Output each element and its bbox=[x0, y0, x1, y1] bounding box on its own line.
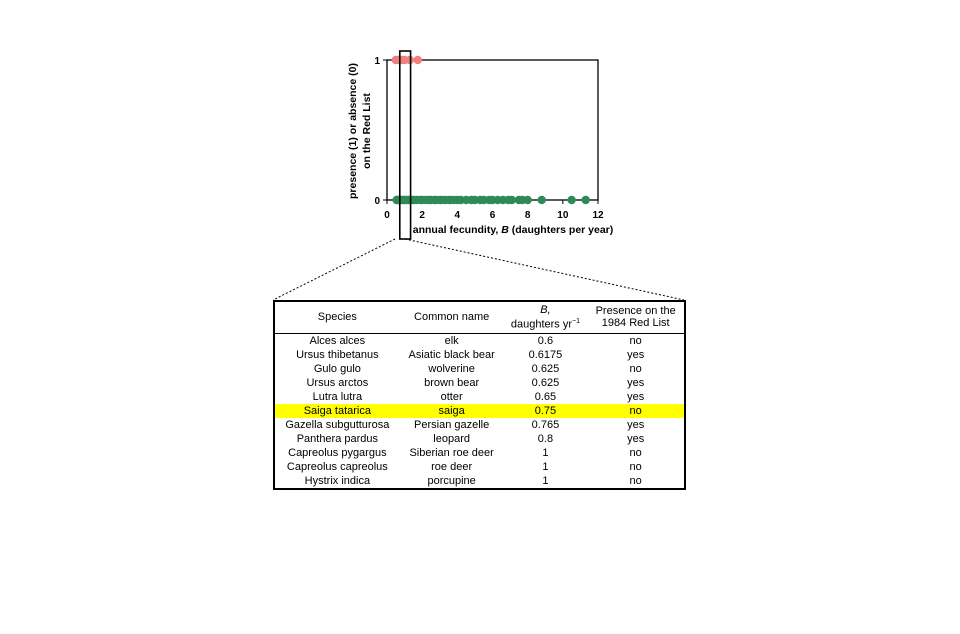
table-row bbox=[275, 460, 684, 474]
cell-common: otter bbox=[440, 390, 463, 403]
header-species: Species bbox=[275, 302, 400, 333]
table-row bbox=[275, 348, 684, 362]
cell-presence: no bbox=[629, 460, 642, 473]
cell-species: Ursus thibetanus bbox=[296, 348, 379, 361]
cell-presence: no bbox=[629, 446, 642, 459]
data-points bbox=[392, 56, 590, 204]
header-common-name: Common name bbox=[400, 302, 504, 333]
cell-b: 1 bbox=[542, 460, 549, 473]
data-point bbox=[581, 196, 589, 204]
y-tick-label: 1 bbox=[374, 56, 380, 67]
table-row bbox=[275, 432, 684, 446]
header-presence: Presence on the 1984 Red List bbox=[587, 302, 684, 333]
plot-area-frame bbox=[387, 60, 598, 200]
cell-b: 1 bbox=[542, 474, 549, 487]
cell-b: 0.625 bbox=[531, 376, 560, 389]
x-tick-label: 4 bbox=[454, 210, 461, 221]
table-row bbox=[275, 362, 684, 376]
cell-species: Lutra lutra bbox=[312, 390, 363, 403]
cell-common: Asiatic black bear bbox=[408, 348, 495, 361]
zoom-line-right bbox=[405, 239, 684, 300]
data-point bbox=[523, 196, 531, 204]
header-fecundity: B, daughters $yr^{-1}$ bbox=[504, 302, 588, 333]
cell-b: 0.6175 bbox=[528, 348, 563, 361]
cell-presence: no bbox=[629, 362, 642, 375]
cell-presence: yes bbox=[627, 418, 645, 431]
cell-common: leopard bbox=[433, 432, 470, 445]
cell-presence: yes bbox=[627, 432, 645, 445]
table-row bbox=[275, 404, 684, 418]
cell-common: wolverine bbox=[428, 362, 475, 375]
x-tick-label: 12 bbox=[592, 210, 604, 221]
cell-species: Gazella subgutturosa bbox=[285, 418, 390, 431]
cell-b: 0.8 bbox=[537, 432, 554, 445]
cell-b: 0.75 bbox=[504, 404, 588, 418]
x-tick-label: 2 bbox=[419, 210, 425, 221]
x-tick-label: 0 bbox=[384, 210, 390, 221]
data-point bbox=[414, 56, 422, 64]
table-row bbox=[275, 446, 684, 460]
cell-b: 0.625 bbox=[531, 362, 560, 375]
cell-common: porcupine bbox=[427, 474, 476, 487]
y-axis-label-line1: presence (1) or absence (0) bbox=[347, 63, 359, 199]
table-row bbox=[275, 390, 684, 404]
cell-presence: no bbox=[587, 404, 684, 418]
cell-b: 0.65 bbox=[534, 390, 557, 403]
cell-species: Saiga tatarica bbox=[275, 404, 400, 418]
highlight-box bbox=[400, 51, 411, 239]
cell-species: Capreolus pygargus bbox=[288, 446, 387, 459]
table-row bbox=[275, 376, 684, 390]
y-tick-label: 0 bbox=[374, 196, 380, 207]
cell-species: Ursus arctos bbox=[306, 376, 369, 389]
cell-species: Alces alces bbox=[309, 334, 366, 347]
x-tick-label: 8 bbox=[524, 210, 531, 221]
cell-species: Hystrix indica bbox=[304, 474, 371, 487]
cell-common: Siberian roe deer bbox=[409, 446, 494, 459]
cell-b: 0.6 bbox=[537, 334, 554, 347]
x-tick-label: 6 bbox=[489, 210, 496, 221]
x-tick-label: 10 bbox=[557, 210, 569, 221]
cell-species: Capreolus capreolus bbox=[286, 460, 388, 473]
cell-common: saiga bbox=[400, 404, 504, 418]
cell-species: Panthera pardus bbox=[296, 432, 379, 445]
cell-b: 1 bbox=[542, 446, 549, 459]
x-axis-label: annual fecundity, B (daughters per year) bbox=[412, 224, 614, 236]
data-point bbox=[538, 196, 546, 204]
cell-common: roe deer bbox=[431, 460, 473, 473]
table-row bbox=[275, 474, 684, 488]
cell-common: elk bbox=[444, 334, 459, 347]
cell-presence: yes bbox=[627, 376, 645, 389]
data-point bbox=[567, 196, 575, 204]
species-table bbox=[273, 300, 686, 490]
cell-species: Gulo gulo bbox=[313, 362, 361, 375]
cell-common: Persian gazelle bbox=[414, 418, 490, 431]
cell-presence: no bbox=[629, 334, 642, 347]
table-row bbox=[275, 418, 684, 432]
cell-presence: yes bbox=[627, 348, 645, 361]
table-row bbox=[275, 333, 684, 348]
cell-b: 0.765 bbox=[531, 418, 560, 431]
y-axis-label-line2: on the Red List bbox=[361, 93, 373, 169]
cell-common: brown bear bbox=[424, 376, 480, 389]
cell-presence: yes bbox=[627, 390, 645, 403]
zoom-line-left bbox=[273, 239, 395, 300]
cell-presence: no bbox=[629, 474, 642, 487]
